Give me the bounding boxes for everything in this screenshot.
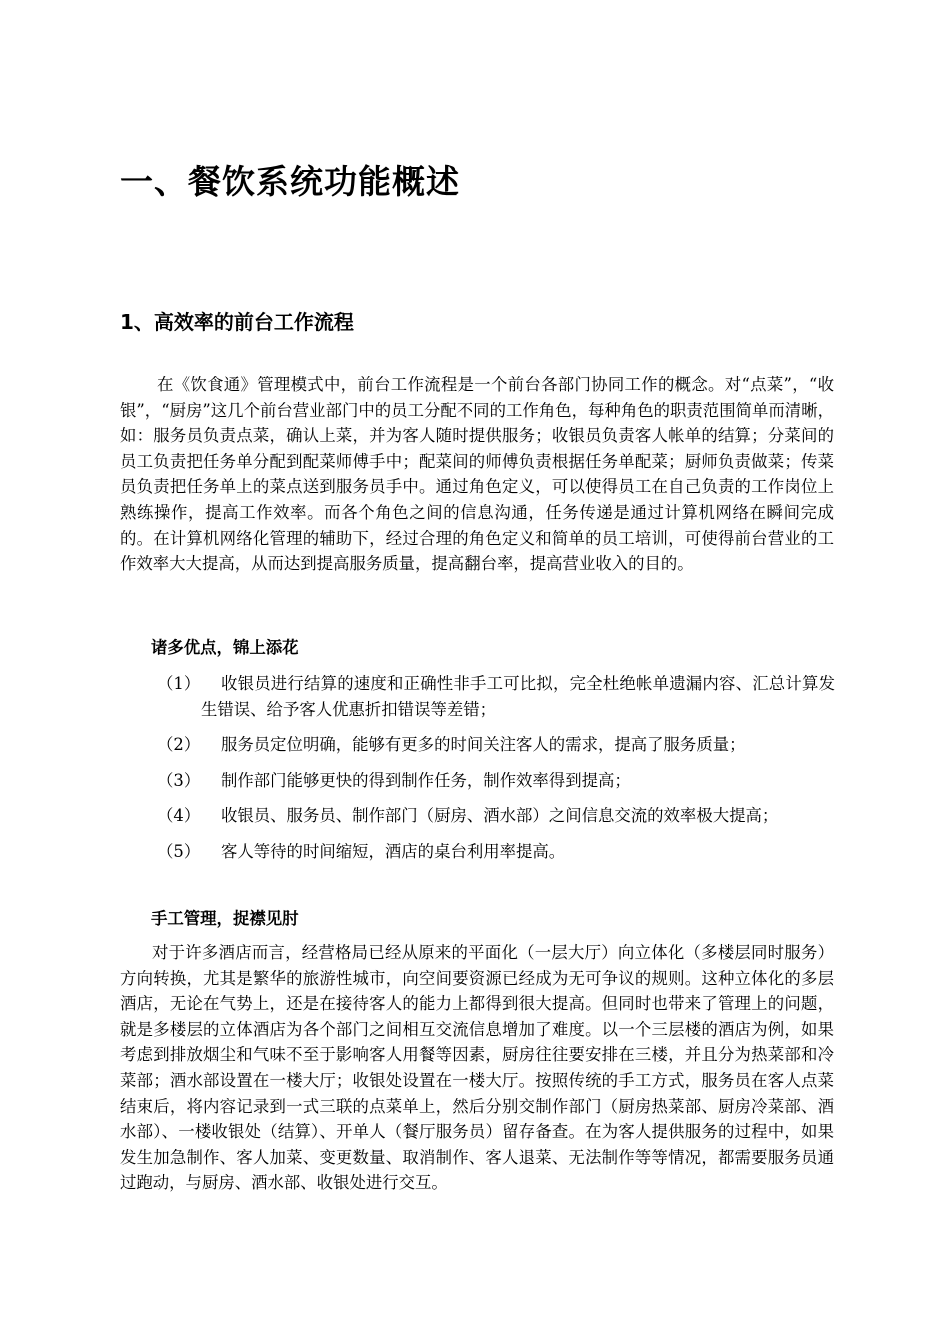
list-item-text: 服务员定位明确，能够有更多的时间关注客人的需求，提高了服务质量； <box>221 735 746 755</box>
list-item-number: （2） <box>157 735 201 755</box>
list-item-number: （4） <box>157 806 201 826</box>
subhead-manual: 手工管理，捉襟见肘 <box>151 909 299 928</box>
list-item <box>155 839 835 865</box>
section-title: 1、高效率的前台工作流程 <box>120 310 354 334</box>
list-item <box>155 671 835 722</box>
list-item <box>155 803 835 829</box>
list-item-number: （1） <box>157 674 201 693</box>
list-item-text: 制作部门能够更快的得到制作任务，制作效率得到提高； <box>221 770 631 790</box>
list-item-number: （3） <box>157 770 201 790</box>
list-item-number: （5） <box>157 841 201 861</box>
list-item <box>155 732 835 758</box>
subhead-advantages: 诸多优点，锦上添花 <box>151 638 299 657</box>
list-item-text: 收银员、服务员、制作部门（厨房、酒水部）之间信息交流的效率极大提高； <box>221 806 779 826</box>
intro-paragraph: 在《饮食通》管理模式中，前台工作流程是一个前台各部门协同工作的概念。对“点菜”，“收银”，“厨房”这几个前台营业部门中的员工分配不同的工作角色，每种角色的职责范围简单而清晰，如：服务员负责点菜，确认上菜，并为客人随时提供服务；收银员负责客人帐单的结算；分菜间的员工负责把任务单分配到配菜师傅手中；配菜间的师傅负责根据任务单配菜；厨师负责做菜；传菜员负责把任务单上的菜点送到服务员手中。通过角色定义，可以使得员工在自己负责的工作岗位上熟练操作，提高工作效率。而各个角色之间的信息沟通，任务传递是通过计算机网络在瞬间完成的。在计算机网络化管理的辅助下，经过合理的角色定义和简单的员工培训，可使得前台营业的工作效率大大提高，从而达到提高服务质量，提高翻台率，提高营业收入的目的。 <box>120 375 834 574</box>
list-item-text: 客人等待的时间缩短，酒店的桌台利用率提高。 <box>221 841 566 861</box>
list-item <box>155 768 835 794</box>
chapter-title: 一、餐饮系统功能概述 <box>120 162 460 201</box>
advantages-list <box>155 671 835 875</box>
manual-paragraph: 对于许多酒店而言，经营格局已经从原来的平面化（一层大厅）向立体化（多楼层同时服务）方向转换，尤其是繁华的旅游性城市，向空间要资源已经成为无可争议的规则。这种立体化的多层酒店，无论在气势上，还是在接待客人的能力上都得到很大提高。但同时也带来了管理上的问题，就是多楼层的立体酒店为各个部门之间相互交流信息增加了难度。以一个三层楼的酒店为例，如果考虑到排放烟尘和气味不至于影响客人用餐等因素，厨房往往要安排在三楼，并且分为热菜部和冷菜部；酒水部设置在一楼大厅；收银处设置在一楼大厅。按照传统的手工方式，服务员在客人点菜结束后，将内容记录到一式三联的点菜单上，然后分别交制作部门（厨房热菜部、厨房冷菜部、酒水部）、一楼收银处（结算）、开单人（餐厅服务员）留存备查。在为客人提供服务的过程中，如果发生加急制作、客人加菜、变更数量、取消制作、客人退菜、无法制作等等情况，都需要服务员通过跑动，与厨房、酒水部、收银处进行交互。 <box>120 943 834 1193</box>
list-item-text: 收银员进行结算的速度和正确性非手工可比拟，完全杜绝帐单遗漏内容、汇总计算发生错误、给予客人优惠折扣错误等差错； <box>201 674 835 719</box>
